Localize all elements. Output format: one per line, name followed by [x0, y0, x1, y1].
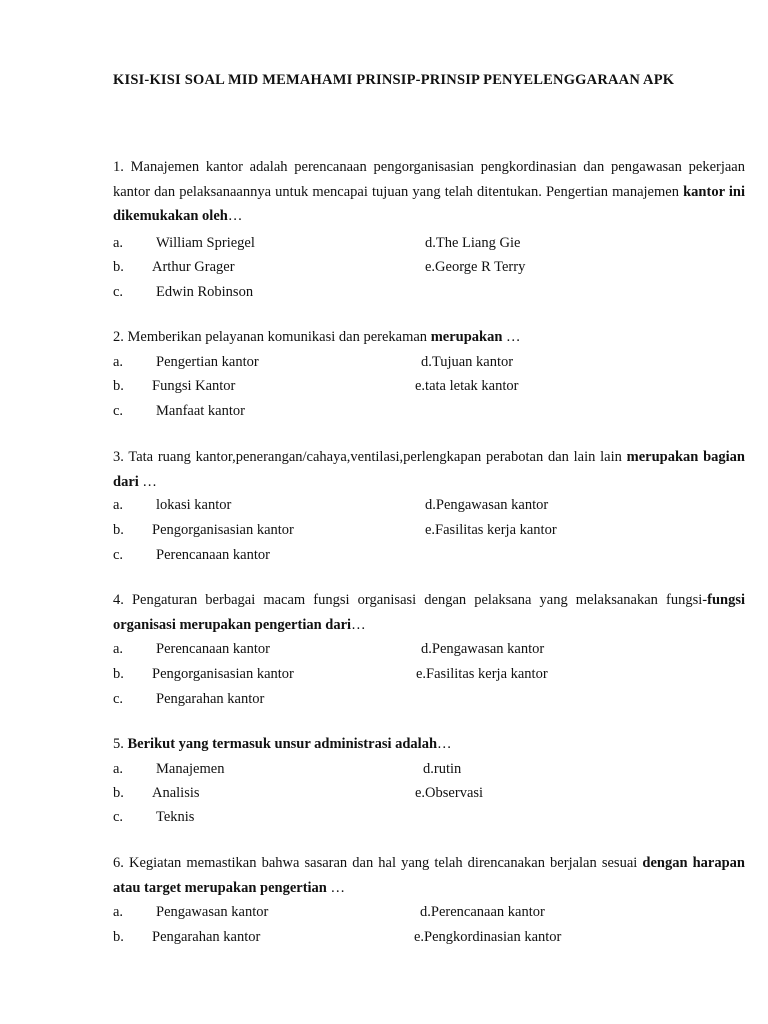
option-text: e.Pengkordinasian kantor	[414, 929, 562, 945]
question-stem-text: 4. Pengaturan berbagai macam fungsi organisasi dengan pelaksana yang melaksanakan fungsi-	[113, 592, 708, 608]
option-text: d.Tujuan kantor	[421, 354, 514, 370]
option-text: Manfaat kantor	[156, 403, 245, 419]
option-text: Perencanaan kantor	[156, 641, 270, 657]
option-text: Fungsi Kantor	[152, 378, 236, 394]
option-text: d.Pengawasan kantor	[425, 497, 549, 513]
question-stem-tail: …	[351, 616, 366, 633]
option-text: Teknis	[156, 809, 195, 825]
option-text: Arthur Grager	[152, 259, 235, 275]
question-stem-text: 6. Kegiatan memastikan bahwa sasaran dan hal yang telah direncanakan berjalan sesuai	[113, 855, 643, 871]
question-stem-tail: …	[326, 879, 345, 896]
option-text: Pengertian kantor	[156, 354, 259, 370]
option-text: d.rutin	[423, 761, 462, 777]
option-letter: c.	[113, 809, 124, 825]
question-2-stem	[113, 325, 745, 350]
option-letter: a.	[113, 904, 124, 920]
option-letter: c.	[113, 284, 124, 300]
question-stem-tail: …	[502, 329, 521, 345]
option-letter: b.	[113, 929, 124, 945]
option-letter: a.	[113, 641, 124, 657]
option-text: Analisis	[152, 785, 200, 801]
option-text: Pengorganisasian kantor	[152, 522, 294, 538]
question-6-stem	[113, 851, 745, 900]
option-text: e.Observasi	[415, 785, 484, 801]
option-letter: b.	[113, 259, 124, 275]
option-text: lokasi kantor	[156, 497, 232, 513]
option-text: William Spriegel	[156, 235, 255, 251]
question-stem-text: 2. Memberikan pelayanan komunikasi dan perekaman	[113, 329, 431, 345]
option-text: Pengorganisasian kantor	[152, 666, 294, 682]
option-letter: c.	[113, 691, 124, 707]
option-text: e.Fasilitas kerja kantor	[416, 666, 548, 682]
question-stem-tail: …	[227, 208, 243, 224]
option-text: Pengarahan kantor	[152, 929, 261, 945]
option-letter: b.	[113, 378, 124, 394]
option-text: e.George R Terry	[425, 259, 526, 275]
option-text: e.tata letak kantor	[415, 378, 519, 394]
question-stem-text: 5.	[113, 736, 128, 752]
question-stem-bold: kantor ini dikemukakan oleh	[113, 183, 745, 224]
question-stem-tail: …	[138, 473, 157, 490]
option-text: Pengarahan kantor	[156, 691, 265, 707]
option-text: d.Pengawasan kantor	[421, 641, 545, 657]
question-stem-bold: Berikut yang termasuk unsur administrasi adalah	[127, 736, 438, 752]
option-letter: c.	[113, 403, 124, 419]
option-text: e.Fasilitas kerja kantor	[425, 522, 557, 538]
option-text: d.Perencanaan kantor	[420, 904, 545, 920]
question-stem-bold: dengan harapan atau target merupakan pengertian	[113, 855, 745, 896]
document-title: KISI-KISI SOAL MID MEMAHAMI PRINSIP-PRINSIP PENYELENGGARAAN APK	[113, 72, 675, 88]
option-text: Manajemen	[156, 761, 225, 777]
question-stem-tail: …	[437, 736, 452, 752]
question-stem-bold: merupakan bagian dari	[113, 449, 745, 490]
question-stem-text: 3. Tata ruang kantor,penerangan/cahaya,ventilasi,perlengkapan perabotan dan lain lain	[113, 449, 627, 465]
question-5-stem	[113, 732, 745, 757]
option-text: d.The Liang Gie	[425, 235, 521, 251]
question-stem-bold: fungsi organisasi merupakan pengertian dari	[113, 592, 745, 633]
option-letter: c.	[113, 547, 124, 563]
option-letter: b.	[113, 785, 124, 801]
option-letter: a.	[113, 761, 124, 777]
question-4-stem	[113, 588, 745, 637]
option-text: Edwin Robinson	[156, 284, 254, 300]
option-letter: a.	[113, 235, 124, 251]
question-3-stem	[113, 445, 745, 494]
option-text: Perencanaan kantor	[156, 547, 270, 563]
option-text: Pengawasan kantor	[156, 904, 269, 920]
option-letter: b.	[113, 522, 124, 538]
option-letter: b.	[113, 666, 124, 682]
question-stem-text: 1. Manajemen kantor adalah perencanaan pengorganisasian pengkordinasian dan pengawasan pekerjaan kantor dan pelaksanaannya untuk mencapai tujuan yang telah ditentukan. Pengertian manajemen	[113, 159, 745, 200]
question-1-stem	[113, 155, 745, 229]
question-stem-bold: merupakan	[430, 329, 503, 345]
option-letter: a.	[113, 354, 124, 370]
option-letter: a.	[113, 497, 124, 513]
